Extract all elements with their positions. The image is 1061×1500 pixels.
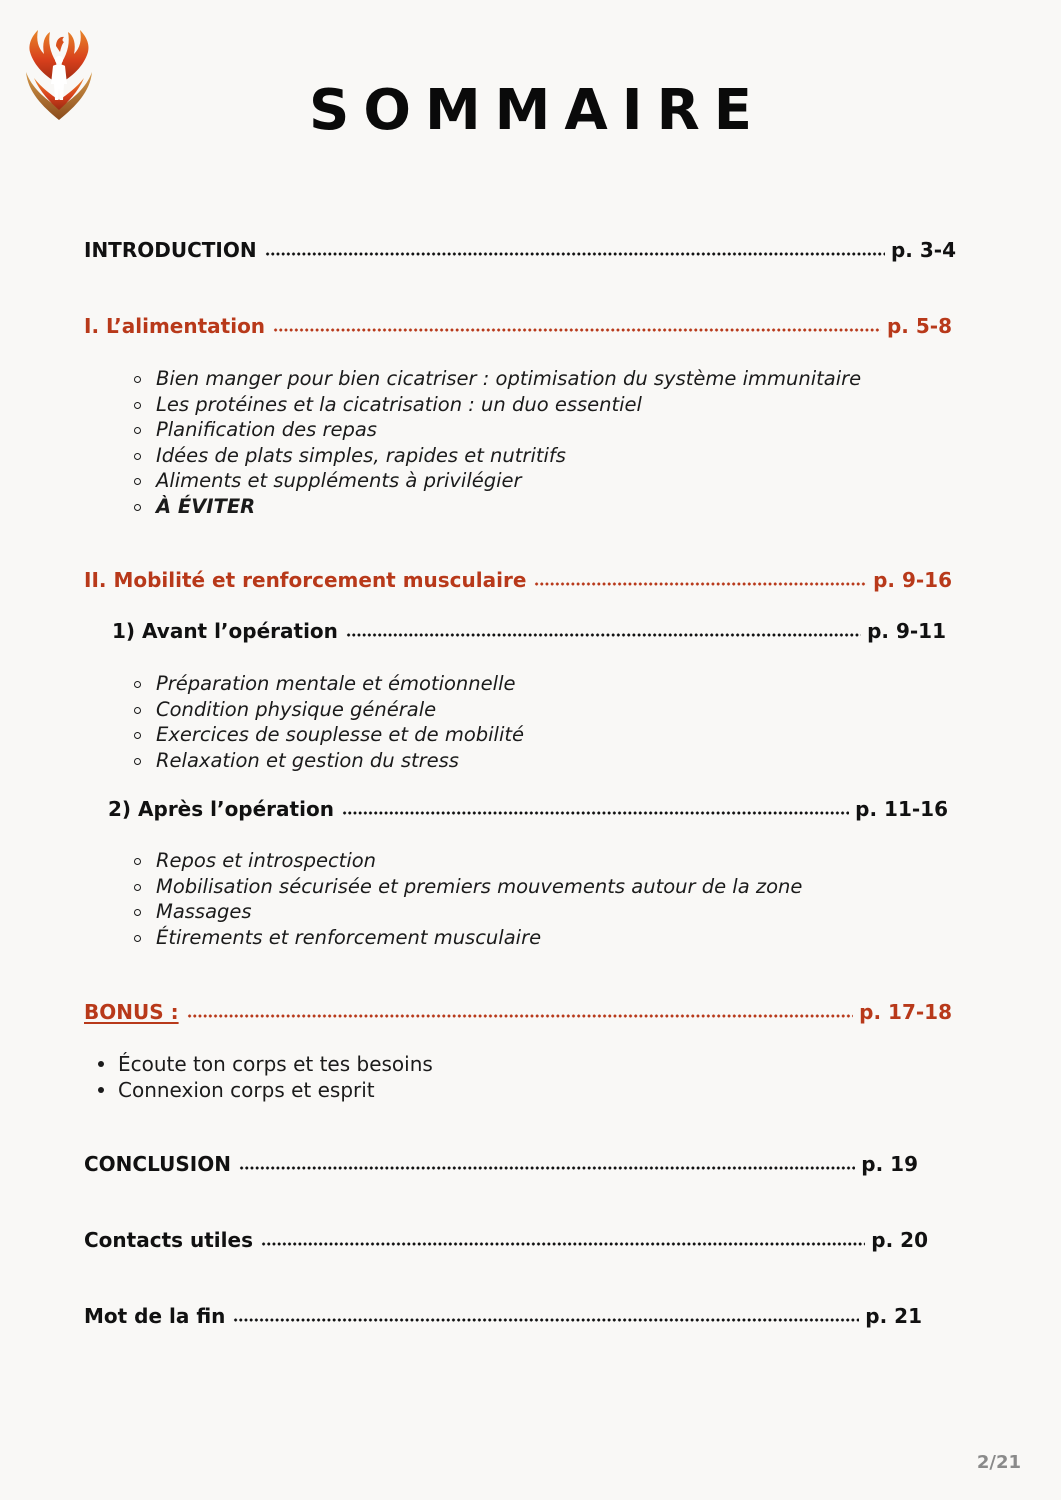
toc-page-ref: p. 3-4 <box>890 238 956 262</box>
dot-leader <box>187 1014 854 1018</box>
subtopic-item: Relaxation et gestion du stress <box>132 748 524 774</box>
toc-page-ref: p. 9-16 <box>873 568 952 592</box>
toc-entry-mot-de-la-fin[interactable] <box>84 1304 922 1332</box>
toc-label: Contacts utiles <box>84 1228 253 1252</box>
toc-label: BONUS : <box>84 1000 179 1024</box>
subtopic-item: Bien manger pour bien cicatriser : optimisation du système immunitaire <box>132 366 861 392</box>
subtopic-item: Idées de plats simples, rapides et nutritifs <box>132 443 861 469</box>
toc-entry-alimentation[interactable] <box>84 314 952 342</box>
toc-label: 2) Après l’opération <box>108 797 334 821</box>
alimentation-subtopics <box>132 366 861 519</box>
toc-page-ref: p. 5-8 <box>886 314 952 338</box>
toc-entry-contacts[interactable] <box>84 1228 928 1256</box>
toc-entry-conclusion[interactable] <box>84 1152 918 1180</box>
subtopic-item: Préparation mentale et émotionnelle <box>132 671 524 697</box>
subtopic-item: Étirements et renforcement musculaire <box>132 925 802 951</box>
subtopic-item: Les protéines et la cicatrisation : un duo essentiel <box>132 392 861 418</box>
toc-page-ref: p. 11-16 <box>855 797 948 821</box>
dot-leader <box>261 1242 865 1246</box>
dot-leader <box>265 252 885 256</box>
toc-page-ref: p. 17-18 <box>859 1000 952 1024</box>
subtopic-item: Exercices de souplesse et de mobilité <box>132 722 524 748</box>
subtopic-item: Mobilisation sécurisée et premiers mouvements autour de la zone <box>132 874 802 900</box>
toc-entry-avant-operation[interactable] <box>112 619 946 647</box>
subtopic-item: Repos et introspection <box>132 848 802 874</box>
toc-page-ref: p. 9-11 <box>867 619 946 643</box>
subtopic-item: Planification des repas <box>132 417 861 443</box>
subtopic-item-warning: À ÉVITER <box>132 494 861 520</box>
toc-label: I. L’alimentation <box>84 314 266 338</box>
page-title: SOMMAIRE <box>309 78 766 143</box>
bonus-item: Connexion corps et esprit <box>96 1077 433 1103</box>
dot-leader <box>534 582 867 586</box>
bonus-subtopics <box>96 1051 433 1103</box>
toc-entry-mobilite[interactable] <box>84 568 952 596</box>
dot-leader <box>233 1318 859 1322</box>
toc-label: 1) Avant l’opération <box>112 619 338 643</box>
toc-page-ref: p. 21 <box>865 1304 922 1328</box>
toc-entry-apres-operation[interactable] <box>108 797 948 825</box>
toc-entry-introduction[interactable] <box>84 238 956 266</box>
subtopic-item: Massages <box>132 899 802 925</box>
dot-leader <box>273 328 881 332</box>
toc-entry-bonus[interactable] <box>84 1000 952 1028</box>
toc-page-ref: p. 19 <box>861 1152 918 1176</box>
toc-label: CONCLUSION <box>84 1152 231 1176</box>
subtopic-item: Condition physique générale <box>132 697 524 723</box>
toc-label: Mot de la fin <box>84 1304 226 1328</box>
toc-label: II. Mobilité et renforcement musculaire <box>84 568 527 592</box>
dot-leader <box>346 633 861 637</box>
page-number: 2/21 <box>976 1452 1021 1473</box>
dot-leader <box>239 1166 855 1170</box>
subtopic-item: Aliments et suppléments à privilégier <box>132 468 861 494</box>
toc-page-ref: p. 20 <box>871 1228 928 1252</box>
apres-operation-subtopics <box>132 848 802 950</box>
toc-label: INTRODUCTION <box>84 238 257 262</box>
avant-operation-subtopics <box>132 671 524 773</box>
dot-leader <box>342 811 849 815</box>
bonus-item: Écoute ton corps et tes besoins <box>96 1051 433 1077</box>
